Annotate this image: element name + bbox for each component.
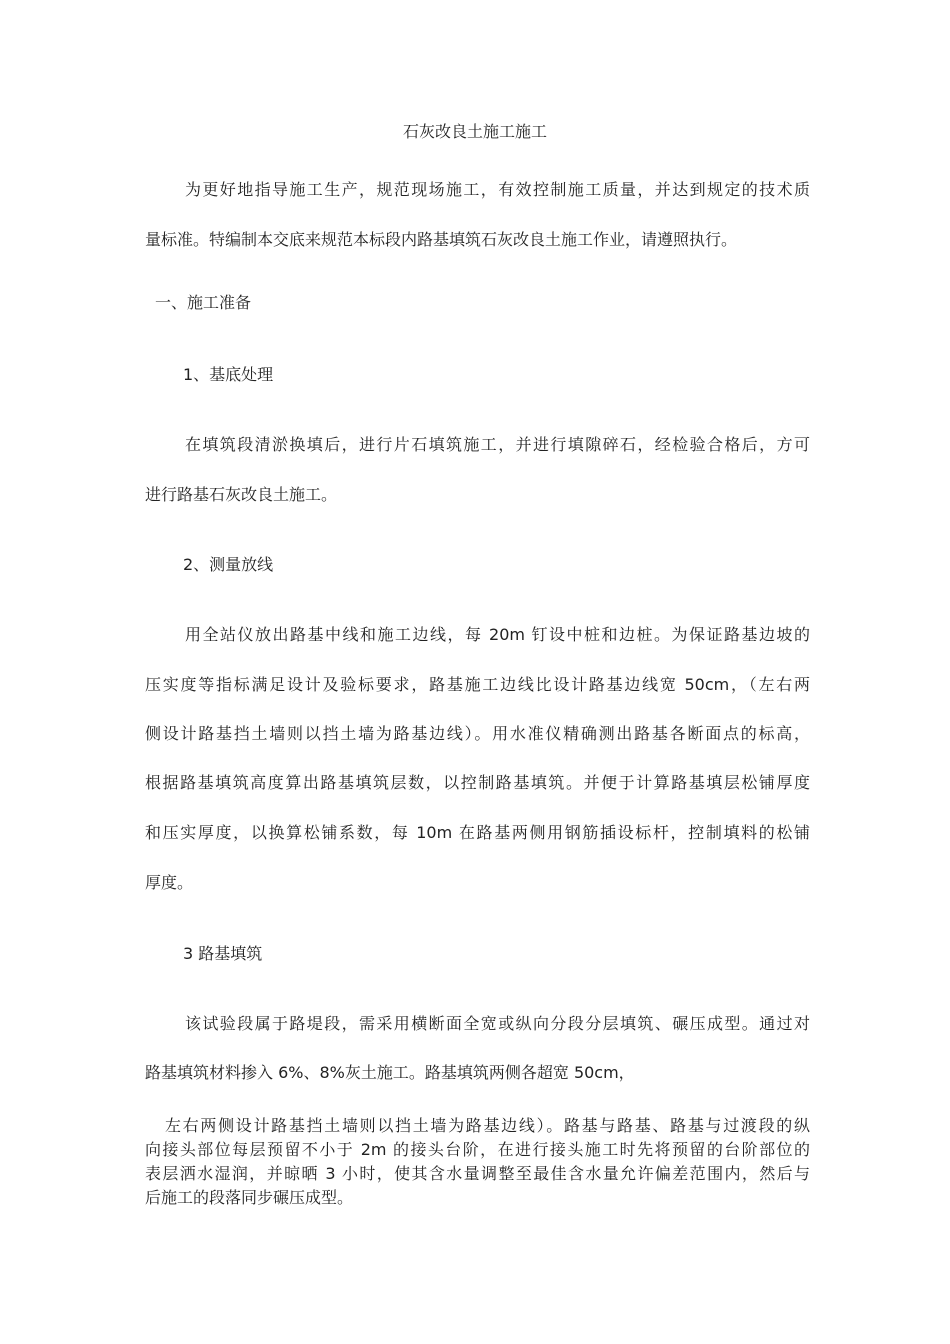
- survey-line-3: 侧设计路基挡土墙则以挡土墙为路基边线）。用水准仪精确测出路基各断面点的标高，: [145, 724, 810, 743]
- subgrade-fill-line-5: 表层洒水湿润，并晾晒 3 小时，使其含水量调整至最佳含水量允许偏差范围内，然后与: [145, 1164, 810, 1183]
- subgrade-fill-line-6: 后施工的段落同步碾压成型。: [145, 1188, 354, 1207]
- section-heading-prep: 一、施工准备: [155, 293, 252, 312]
- subgrade-fill-line-4: 向接头部位每层预留不小于 2m 的接头台阶，在进行接头施工时先将预留的台阶部位的: [145, 1140, 810, 1159]
- intro-line-1: 为更好地指导施工生产，规范现场施工，有效控制施工质量，并达到规定的技术质: [185, 180, 810, 199]
- intro-line-2: 量标准。特编制本交底来规范本标段内路基填筑石灰改良土施工作业，请遵照执行。: [145, 230, 738, 249]
- subgrade-fill-line-3: 左右两侧设计路基挡土墙则以挡土墙为路基边线）。路基与路基、路基与过渡段的纵: [165, 1116, 810, 1135]
- survey-line-2: 压实度等指标满足设计及验标要求，路基施工边线比设计路基边线宽 50cm，（左右两: [145, 675, 810, 694]
- survey-line-5: 和压实厚度，以换算松铺系数，每 10m 在路基两侧用钢筋插设标杆，控制填料的松铺: [145, 823, 810, 842]
- survey-line-4: 根据路基填筑高度算出路基填筑层数，以控制路基填筑。并便于计算路基填层松铺厚度: [145, 773, 810, 792]
- base-treatment-line-2: 进行路基石灰改良土施工。: [145, 485, 338, 504]
- subheading-survey: 2、测量放线: [183, 555, 274, 574]
- document-title: 石灰改良土施工施工: [402, 122, 547, 141]
- base-treatment-line-1: 在填筑段清淤换填后，进行片石填筑施工，并进行填隙碎石，经检验合格后，方可: [185, 435, 810, 454]
- subheading-base-treatment: 1、基底处理: [183, 365, 274, 384]
- subgrade-fill-line-1: 该试验段属于路堤段，需采用横断面全宽或纵向分段分层填筑、碾压成型。通过对: [185, 1014, 810, 1033]
- survey-line-6: 厚度。: [145, 873, 194, 892]
- survey-line-1: 用全站仪放出路基中线和施工边线，每 20m 钉设中桩和边桩。为保证路基边坡的: [185, 625, 810, 644]
- subgrade-fill-line-2: 路基填筑材料掺入 6%、8%灰土施工。路基填筑两侧各超宽 50cm，: [145, 1063, 635, 1082]
- subheading-subgrade-fill: 3 路基填筑: [183, 944, 263, 963]
